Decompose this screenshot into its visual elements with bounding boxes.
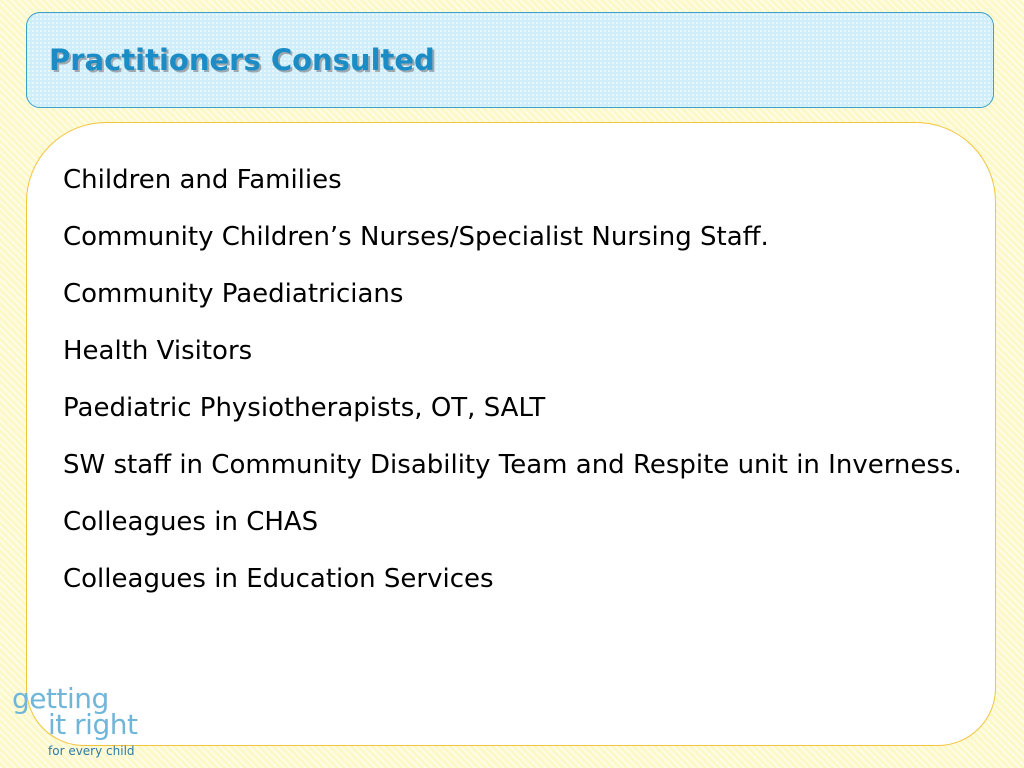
list-item: Community Paediatricians xyxy=(63,279,404,309)
getting-it-right-logo xyxy=(12,682,142,766)
list-item: Colleagues in Education Services xyxy=(63,564,494,594)
list-item: Paediatric Physiotherapists, OT, SALT xyxy=(63,393,546,423)
list-item: Colleagues in CHAS xyxy=(63,507,319,537)
content-panel xyxy=(26,122,996,746)
logo-line-for-every-child: for every child xyxy=(48,744,135,758)
list-item: SW staff in Community Disability Team and Respite unit in Inverness. xyxy=(63,450,962,480)
logo-line-it-right: it right xyxy=(48,708,138,741)
list-item: Community Children’s Nurses/Specialist Nursing Staff. xyxy=(63,222,769,252)
practitioner-list xyxy=(63,163,973,619)
list-item: Children and Families xyxy=(63,165,342,195)
slide-title: Practitioners Consulted xyxy=(49,43,435,77)
list-item: Health Visitors xyxy=(63,336,253,366)
title-panel xyxy=(26,12,994,108)
logo-line-getting: getting xyxy=(12,682,109,715)
